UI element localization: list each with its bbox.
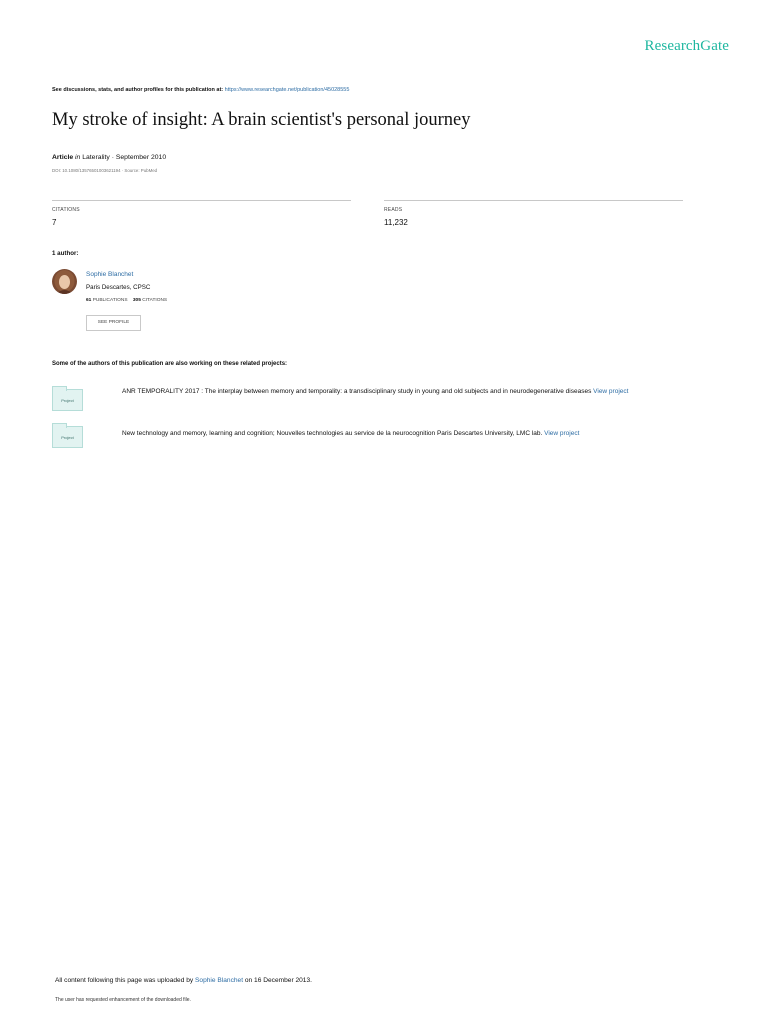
reads-value: 11,232 [384, 218, 408, 227]
publications-count: 61 [86, 298, 92, 303]
citations-value: 7 [52, 218, 57, 227]
citations-divider [52, 200, 351, 201]
article-in: in [75, 154, 81, 161]
authors-heading: 1 author: [52, 250, 79, 257]
publications-label: PUBLICATIONS [92, 298, 128, 303]
reads-label: READS [384, 207, 403, 213]
article-title: My stroke of insight: A brain scientist's personal journey [52, 110, 471, 130]
project-item [122, 428, 722, 440]
article-meta [52, 154, 166, 161]
uploader-link[interactable]: Sophie Blanchet [195, 977, 244, 984]
discussions-prefix: See discussions, stats, and author profiles for this publication at: [52, 87, 225, 93]
author-name-link[interactable]: Sophie Blanchet [86, 271, 134, 278]
reads-divider [384, 200, 683, 201]
upload-suffix: on 16 December 2013. [243, 977, 312, 984]
project-icon-label: Project [61, 435, 74, 440]
project-folder-icon[interactable] [52, 426, 83, 448]
researchgate-logo[interactable]: ResearchGate [644, 38, 729, 54]
author-institution: Paris Descartes, CPSC [86, 284, 151, 291]
related-projects-heading: Some of the authors of this publication are also working on these related projects: [52, 361, 288, 367]
journal-info[interactable]: Laterality · September 2010 [82, 154, 167, 161]
upload-notice [55, 977, 312, 984]
author-stats [86, 298, 167, 303]
author-avatar[interactable] [52, 269, 77, 294]
citations-label: CITATIONS [52, 207, 80, 213]
view-project-link[interactable]: View project [544, 430, 580, 437]
author-citations-label: CITATIONS [142, 298, 168, 303]
discussions-line [52, 87, 349, 93]
publication-url-link[interactable]: https://www.researchgate.net/publication/45028555 [224, 87, 350, 93]
view-project-link[interactable]: View project [593, 388, 629, 395]
project-description: ANR TEMPORALITY 2017 : The interplay between memory and temporality: a transdisciplinary study in young and old subjects and in neurodegenerative diseases [122, 388, 592, 395]
project-description: New technology and memory, learning and cognition; Nouvelles technologies au service de la neurocognition Paris Descartes University, LMC lab. [122, 430, 543, 437]
project-icon-label: Project [61, 398, 74, 403]
project-item [122, 386, 722, 398]
project-folder-icon[interactable] [52, 389, 83, 411]
see-profile-button[interactable]: SEE PROFILE [86, 315, 141, 331]
upload-prefix: All content following this page was uploaded by [55, 977, 196, 984]
author-citations-count: 305 [132, 298, 141, 303]
doi-line: DOI: 10.1080/13576501003621194 · Source: PubMed [52, 168, 158, 173]
avatar-photo-icon [52, 269, 77, 294]
article-type: Article [52, 154, 74, 161]
enhancement-note: The user has requested enhancement of the downloaded file. [55, 997, 191, 1003]
